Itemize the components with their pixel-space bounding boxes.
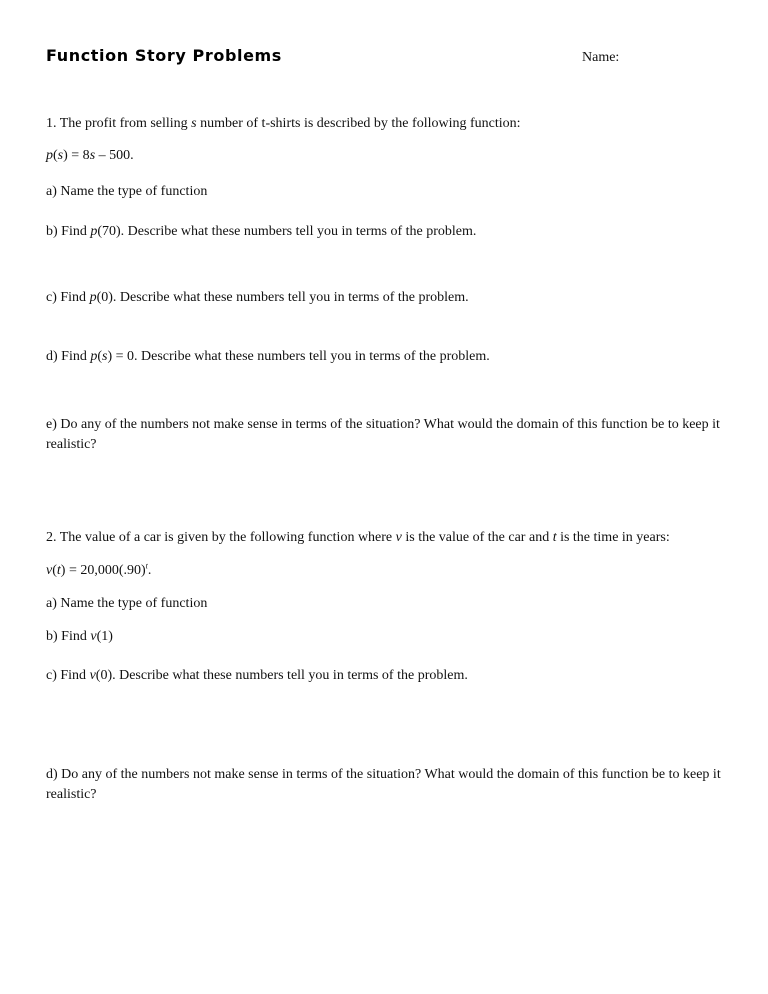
variable-t: t bbox=[552, 530, 557, 545]
problem-1-intro-text-end: number of t-shirts is described by the following function: bbox=[196, 116, 521, 131]
problem-2-intro-text: 2. The value of a car is given by the following function where bbox=[46, 530, 396, 545]
problem-1-part-c bbox=[46, 288, 726, 308]
variable-s: s bbox=[102, 349, 108, 364]
question-text: (1) bbox=[96, 629, 113, 644]
problem-2-part-d: d) Do any of the numbers not make sense in terms of the situation? What would the domain of this function be to keep it realistic? bbox=[46, 767, 721, 802]
equation-part: ( bbox=[52, 563, 57, 578]
variable-s: s bbox=[89, 148, 96, 163]
function-p: p bbox=[90, 349, 98, 364]
problem-1-part-b bbox=[46, 222, 726, 242]
problem-1-intro-text: 1. The profit from selling bbox=[46, 116, 192, 131]
question-text: ( bbox=[97, 349, 103, 364]
question-text: d) Find bbox=[46, 349, 91, 364]
equation-part: ( bbox=[53, 148, 58, 163]
question-text: b) Find bbox=[46, 629, 91, 644]
problem-1-part-d bbox=[46, 347, 726, 367]
problem-2-intro-text-end: is the time in years: bbox=[556, 530, 670, 545]
question-text: c) Find bbox=[46, 668, 90, 683]
question-text: (0). Describe what these numbers tell you in terms of the problem. bbox=[96, 290, 469, 305]
function-v: v bbox=[46, 563, 53, 578]
function-v: v bbox=[90, 629, 97, 644]
problem-1-equation bbox=[46, 146, 726, 166]
problem-2-part-c bbox=[46, 666, 726, 686]
problem-2-part-a: a) Name the type of function bbox=[46, 596, 208, 611]
question-text: c) Find bbox=[46, 290, 90, 305]
function-p: p bbox=[46, 148, 53, 163]
exponent-t: t bbox=[145, 561, 148, 571]
variable-v: v bbox=[395, 530, 402, 545]
variable-s: s bbox=[191, 116, 197, 131]
equation-part: . bbox=[147, 563, 152, 578]
name-label: Name: bbox=[582, 50, 620, 65]
question-text: (70). Describe what these numbers tell you in terms of the problem. bbox=[97, 224, 477, 239]
question-text: b) Find bbox=[46, 224, 91, 239]
variable-t: t bbox=[56, 563, 61, 578]
problem-1-part-e: e) Do any of the numbers not make sense in terms of the situation? What would the domain of this function be to keep it realistic? bbox=[46, 417, 720, 452]
equation-part: ) = 20,000(.90) bbox=[60, 563, 146, 578]
problem-1-part-a: a) Name the type of function bbox=[46, 184, 208, 199]
function-v: v bbox=[89, 668, 96, 683]
problem-2-intro-text: is the value of the car and bbox=[401, 530, 553, 545]
function-p: p bbox=[89, 290, 97, 305]
problem-2-intro bbox=[46, 528, 726, 548]
question-text: ) = 0. Describe what these numbers tell you in terms of the problem. bbox=[107, 349, 490, 364]
equation-part: – 500. bbox=[95, 148, 134, 163]
worksheet-title: Function Story Problems bbox=[46, 46, 282, 65]
function-p: p bbox=[90, 224, 98, 239]
problem-1-intro bbox=[46, 114, 726, 134]
question-text: (0). Describe what these numbers tell you in terms of the problem. bbox=[95, 668, 468, 683]
equation-part: ) = 8 bbox=[63, 148, 90, 163]
problem-2-part-b bbox=[46, 627, 726, 647]
problem-2-equation bbox=[46, 561, 726, 581]
variable-s: s bbox=[57, 148, 64, 163]
